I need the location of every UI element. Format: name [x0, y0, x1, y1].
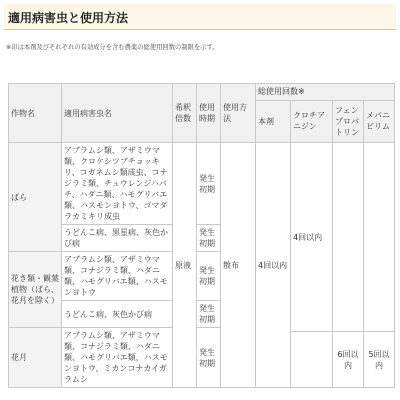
section-title: 適用病害虫と使用方法: [8, 11, 129, 25]
fenpropathrin-count: 6回以内: [333, 332, 364, 388]
header-mepanipyrim: メパニピリム: [364, 100, 395, 142]
crop-flowers: 花き類・観葉植物（ばら、花月を除く）: [9, 252, 62, 328]
header-timing: 使用時期: [197, 84, 221, 143]
fenpropathrin-empty: [333, 143, 364, 332]
header-method: 使用方法: [221, 84, 256, 143]
pest-rose-insects: アブラムシ類、アザミウマ類、クロケシツブチョッキリ、コガネムシ類成虫、コナジラミ類、チュウレンジハバチ、ハダニ類、ハモグリバエ類、ハスモンヨトウ、ゴマダラカミキリ成虫: [62, 143, 173, 225]
pest-kagetsu-insects: アブラムシ類、アザミウマ類、コナジラミ類、ハダニ類、ハモグリバエ類、ハスモンヨトウ、ミカンコナカイガラムシ: [62, 328, 173, 388]
header-pest: 適用病害虫名: [62, 84, 173, 143]
timing-rose-insects: 発生初期: [197, 143, 221, 225]
timing-rose-disease: 発生初期: [197, 225, 221, 252]
header-crop: 作物名: [9, 84, 62, 143]
clothianidin-kagetsu-empty: [291, 332, 333, 388]
header-clothianidin: クロチアニジン: [291, 100, 333, 142]
this-agent-count: 4回以内: [256, 143, 291, 388]
crop-rose: ばら: [9, 143, 62, 252]
pest-usage-table: [8, 83, 395, 388]
mepanipyrim-empty: [364, 143, 395, 332]
pest-flowers-disease: うどんこ病、灰色かび病: [62, 301, 173, 328]
usage-limit-note: ※印は本剤及びそれぞれの有効成分を含む農薬の総使用回数の制限を示す。: [6, 44, 219, 51]
section-heading: [4, 4, 396, 30]
header-dilution: 希釈倍数: [173, 84, 197, 143]
timing-kagetsu-insects: 発生初期: [197, 328, 221, 388]
crop-kagetsu: 花月: [9, 328, 62, 388]
header-this-agent: 本剤: [256, 100, 291, 142]
timing-flowers-disease: 発生初期: [197, 301, 221, 328]
timing-flowers-insects: 発生初期: [197, 252, 221, 301]
pest-rose-disease: うどんこ病、黒星病、灰色かび病: [62, 225, 173, 252]
header-total-count-group: 総使用回数※: [256, 84, 395, 101]
method-value: 散布: [221, 143, 256, 388]
mepanipyrim-count: 5回以内: [364, 332, 395, 388]
header-fenpropathrin: フェンプロパトリン: [333, 100, 364, 142]
clothianidin-count: 4回以内: [291, 143, 333, 332]
pest-flowers-insects: アブラムシ類、アザミウマ類、コナジラミ類、ハダニ類、ハモグリバエ類、ハスモンヨトウ: [62, 252, 173, 301]
dilution-value: 原液: [173, 143, 197, 388]
